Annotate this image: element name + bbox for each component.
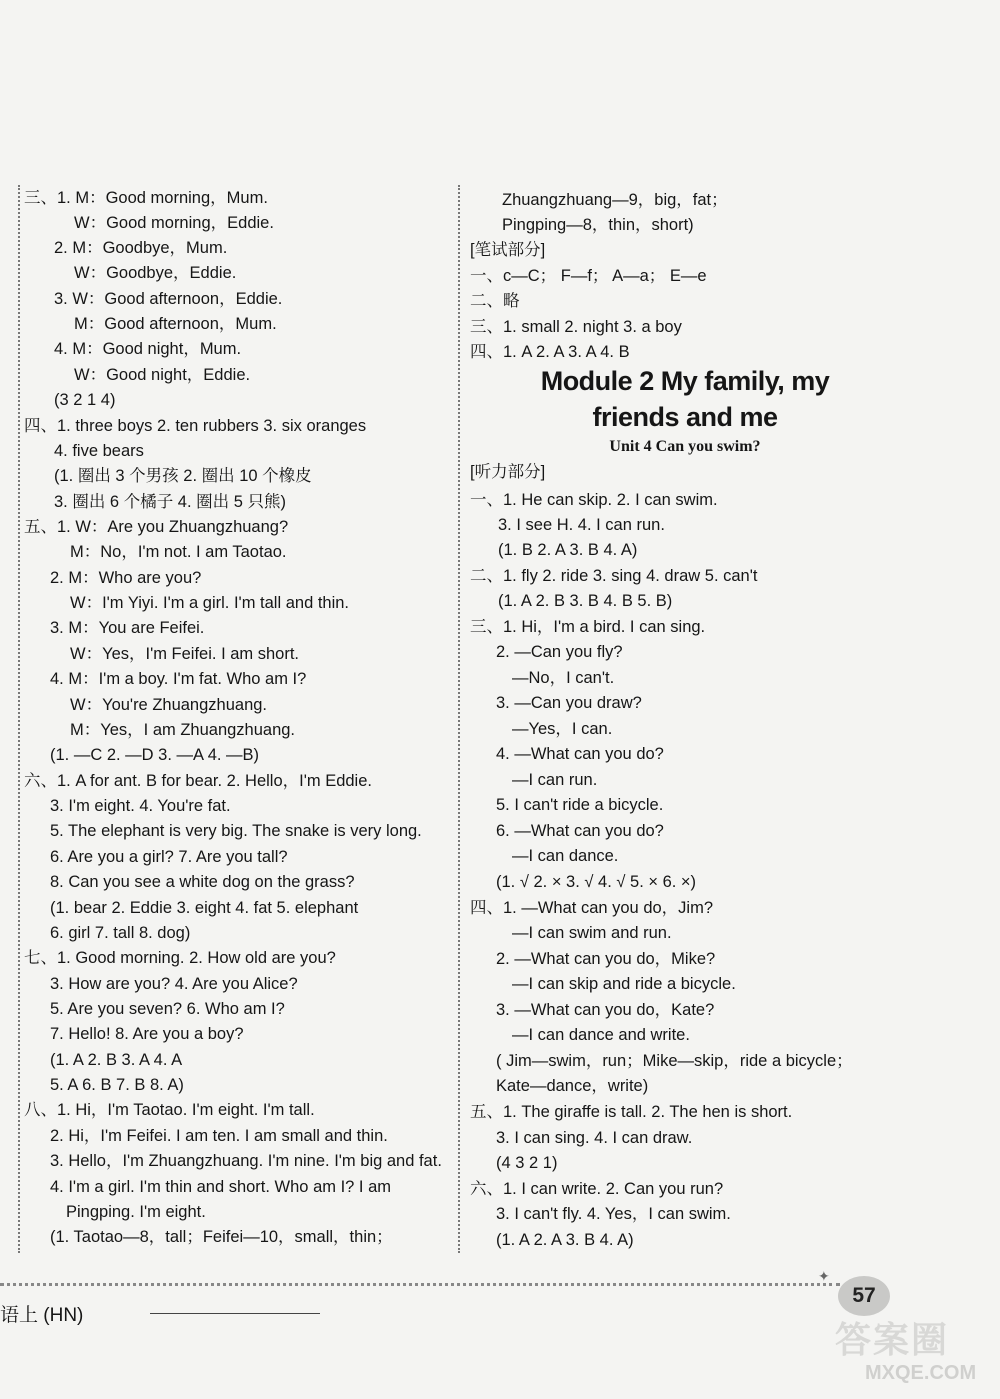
watermark-url: MXQE.COM: [865, 1362, 977, 1384]
text-line: —No，I can't.: [512, 669, 615, 687]
section-heading: [听力部分]: [470, 463, 546, 481]
text-line: W：I'm Yiyi. I'm a girl. I'm tall and thin.: [70, 594, 350, 612]
text-line: 五、1. W：Are you Zhuangzhuang?: [24, 518, 289, 536]
text-line: 3. 圈出 6 个橘子 4. 圈出 5 只熊): [54, 493, 286, 511]
text-line: 2. —Can you fly?: [496, 643, 623, 661]
text-line: 六、1. I can write. 2. Can you run?: [470, 1180, 724, 1198]
text-line: 5. A 6. B 7. B 8. A): [50, 1076, 184, 1094]
text-line: 3. How are you? 4. Are you Alice?: [50, 975, 298, 993]
text-line: —I can dance.: [512, 847, 619, 865]
text-line: 6. girl 7. tall 8. dog): [50, 924, 191, 942]
text-line: 三、1. Hi，I'm a bird. I can sing.: [470, 618, 706, 636]
text-line: 四、1. three boys 2. ten rubbers 3. six oranges: [24, 417, 367, 435]
text-line: 二、略: [470, 292, 520, 310]
text-line: 3. Hello，I'm Zhuangzhuang. I'm nine. I'm big and fat.: [50, 1152, 442, 1170]
footer-rule: [0, 1283, 840, 1286]
text-line: —Yes，I can.: [512, 720, 613, 738]
text-line: 六、1. A for ant. B for bear. 2. Hello，I'm Eddie.: [24, 772, 372, 790]
footer-subject: 语上 (HN): [0, 1305, 84, 1326]
section-heading: [笔试部分]: [470, 241, 546, 259]
text-line: 7. Hello! 8. Are you a boy?: [50, 1025, 244, 1043]
text-line: M：Yes，I am Zhuangzhuang.: [70, 721, 296, 739]
text-line: 五、1. The giraffe is tall. 2. The hen is short.: [470, 1103, 793, 1121]
text-line: W：You're Zhuangzhuang.: [70, 696, 268, 714]
text-line: (1. B 2. A 3. B 4. A): [498, 541, 638, 559]
text-line: 三、1. small 2. night 3. a boy: [470, 318, 682, 336]
text-line: 3. I can sing. 4. I can draw.: [496, 1129, 693, 1147]
text-line: 4. —What can you do?: [496, 745, 664, 763]
text-line: 4. M：Good night，Mum.: [54, 340, 242, 358]
text-line: (1. A 2. B 3. B 4. B 5. B): [498, 592, 673, 610]
text-line: (1. √ 2. × 3. √ 4. √ 5. × 6. ×): [496, 873, 697, 891]
text-line: M：Good afternoon，Mum.: [74, 315, 277, 333]
text-line: 3. I'm eight. 4. You're fat.: [50, 797, 231, 815]
text-line: Pingping—8，thin，short): [502, 216, 694, 234]
text-line: (1. —C 2. —D 3. —A 4. —B): [50, 746, 260, 764]
text-line: 四、1. A 2. A 3. A 4. B: [470, 343, 630, 361]
text-line: 5. The elephant is very big. The snake is very long.: [50, 822, 422, 840]
unit-title: Unit 4 Can you swim?: [609, 438, 761, 455]
text-line: 3. —Can you draw?: [496, 694, 642, 712]
text-line: —I can dance and write.: [512, 1026, 690, 1044]
module-title-line1: Module 2 My family, my: [540, 366, 830, 396]
text-line: ( Jim—swim，run；Mike—skip，ride a bicycle；: [496, 1052, 853, 1070]
text-line: Pingping. I'm eight.: [66, 1203, 206, 1221]
text-line: 5. I can't ride a bicycle.: [496, 796, 664, 814]
text-line: 4. I'm a girl. I'm thin and short. Who am I? I am: [50, 1178, 392, 1196]
text-line: 4. M：I'm a boy. I'm fat. Who am I?: [50, 670, 307, 688]
text-line: 二、1. fly 2. ride 3. sing 4. draw 5. can't: [470, 567, 758, 585]
text-line: —I can skip and ride a bicycle.: [512, 975, 736, 993]
text-line: Kate—dance，write): [496, 1077, 649, 1095]
column-divider: [458, 185, 460, 1253]
text-line: (1. A 2. A 3. B 4. A): [496, 1231, 634, 1249]
text-line: 3. —What can you do，Kate?: [496, 1001, 715, 1019]
module-title-line2: friends and me: [592, 402, 778, 432]
snail-icon: ✦: [818, 1268, 830, 1284]
text-line: W：Yes，I'm Feifei. I am short.: [70, 645, 300, 663]
left-margin-rule: [18, 185, 20, 1253]
text-line: (4 3 2 1): [496, 1154, 558, 1172]
text-line: (1. bear 2. Eddie 3. eight 4. fat 5. elephant: [50, 899, 359, 917]
text-line: 3. W：Good afternoon，Eddie.: [54, 290, 283, 308]
text-line: 4. five bears: [54, 442, 144, 460]
text-line: 3. I can't fly. 4. Yes，I can swim.: [496, 1205, 731, 1223]
text-line: (3 2 1 4): [54, 391, 116, 409]
text-line: 5. Are you seven? 6. Who am I?: [50, 1000, 285, 1018]
text-line: 6. Are you a girl? 7. Are you tall?: [50, 848, 288, 866]
text-line: (1. 圈出 3 个男孩 2. 圈出 10 个橡皮: [54, 467, 312, 485]
text-line: 2. M：Goodbye，Mum.: [54, 239, 228, 257]
page-number: 57: [838, 1276, 890, 1316]
text-line: 八、1. Hi，I'm Taotao. I'm eight. I'm tall.: [24, 1101, 315, 1119]
text-line: 一、1. He can skip. 2. I can swim.: [470, 491, 718, 509]
text-line: 2. Hi，I'm Feifei. I am ten. I am small and thin.: [50, 1127, 388, 1145]
footer-underline: [150, 1313, 320, 1314]
text-line: M：No，I'm not. I am Taotao.: [70, 543, 287, 561]
text-line: —I can swim and run.: [512, 924, 672, 942]
text-line: 6. —What can you do?: [496, 822, 664, 840]
text-line: Zhuangzhuang—9，big，fat；: [502, 191, 728, 209]
text-line: 2. —What can you do，Mike?: [496, 950, 716, 968]
text-line: (1. Taotao—8，tall；Feifei—10，small，thin；: [50, 1228, 393, 1246]
text-line: —I can run.: [512, 771, 598, 789]
text-line: 3. I see H. 4. I can run.: [498, 516, 665, 534]
text-line: W：Good morning，Eddie.: [74, 214, 274, 232]
text-line: 四、1. —What can you do，Jim?: [470, 899, 714, 917]
text-line: (1. A 2. B 3. A 4. A: [50, 1051, 183, 1069]
watermark-logo: 答案圈: [835, 1319, 950, 1360]
text-line: 三、1. M：Good morning，Mum.: [24, 189, 268, 207]
text-line: 2. M：Who are you?: [50, 569, 202, 587]
text-line: 8. Can you see a white dog on the grass?: [50, 873, 355, 891]
text-line: 一、c—C； F—f； A—a； E—e: [470, 267, 707, 285]
text-line: 七、1. Good morning. 2. How old are you?: [24, 949, 336, 967]
text-line: W：Goodbye，Eddie.: [74, 264, 237, 282]
text-line: W：Good night，Eddie.: [74, 366, 251, 384]
text-line: 3. M：You are Feifei.: [50, 619, 205, 637]
